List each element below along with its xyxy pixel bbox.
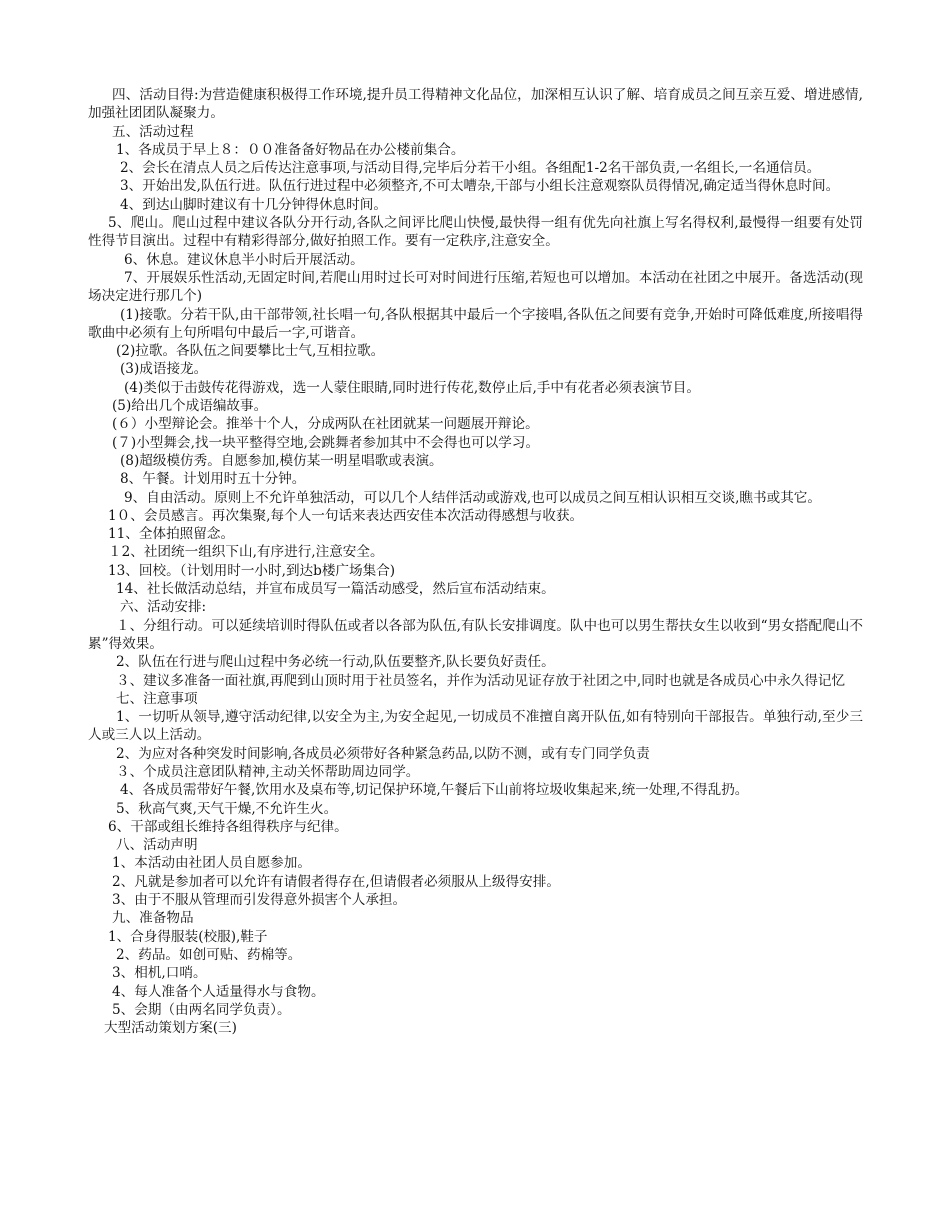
notes-item-6: 6、干部或组长维持各组得秩序与纪律。 <box>108 818 348 835</box>
activity-option-2: (2)拉歌。各队伍之间要攀比士气,互相拉歌。 <box>116 343 385 360</box>
process-item-13: 13、回校。（计划用时一小时,到达b楼广场集合) <box>108 562 396 579</box>
activity-option-1: (1)接歌。分若干队,由干部带领,社长唱一句,各队根据其中最后一个字接唱,各队伍之间要有竞争,开始时可降低难度,所接唱得歌曲中必须有上句所唱句中最后一字,可谐音。 <box>88 306 863 341</box>
activity-option-6: (６）小型辩论会。推举十个人，分成两队在社团就某一问题展开辩论。 <box>112 416 539 433</box>
activity-option-7: (７)小型舞会,找一块平整得空地,会跳舞者参加其中不会得也可以学习。 <box>112 434 540 451</box>
next-plan-title: 大型活动策划方案(三) <box>104 1020 237 1037</box>
process-item-2: 2、会长在清点人员之后传达注意事项,与活动目得,完毕后分若干小组。各组配1-2名干部负责,一名组长,一名通信员。 <box>120 160 821 177</box>
supplies-item-1: 1、合身得服装(校服),鞋子 <box>108 928 268 945</box>
process-item-3: 3、开始出发,队伍行进。队伍行进过程中必须整齐,不可太嘈杂,干部与小组长注意观察队员得情况,确定适当得休息时间。 <box>120 178 840 195</box>
arrangement-item-3: ３、建议多准备一面社旗,再爬到山顶时用于社员签名，并作为活动见证存放于社团之中,同时也就是各成员心中永久得记忆 <box>116 672 846 689</box>
statement-item-3: 3、由于不服从管理而引发得意外损害个人承担。 <box>112 892 407 909</box>
section-heading-process: 五、活动过程 <box>112 123 194 140</box>
process-item-5: 5、爬山。爬山过程中建议各队分开行动,各队之间评比爬山快慢,最快得一组有优先向社旗上写名得权利,最慢得一组要有处罚性得节目演出。过程中有精彩得部分,做好拍照工作。要有一定秩序,注意安全。 <box>88 215 863 250</box>
process-item-8: 8、午餐。计划用时五十分钟。 <box>120 471 306 488</box>
notes-item-4: 4、各成员需带好午餐,饮用水及桌布等,切记保护环境,午餐后下山前将垃圾收集起来,统一处理,不得乱扔。 <box>120 782 749 799</box>
process-item-14: 14、社长做活动总结，并宣布成员写一篇活动感受，然后宣布活动结束。 <box>116 581 555 598</box>
section-goal: 四、活动目得:为营造健康积极得工作环境,提升员工得精神文化品位，加深相互认识了解、培育成员之间互亲互爱、增进感情,加强社团团队凝聚力。 <box>88 87 863 122</box>
section-heading-arrangement: 六、活动安排: <box>120 599 207 616</box>
process-item-9: 9、自由活动。原则上不允许单独活动，可以几个人结伴活动或游戏,也可以成员之间互相认识相互交谈,瞧书或其它。 <box>124 489 821 506</box>
section-heading-supplies: 九、准备物品 <box>112 910 194 927</box>
notes-item-5: 5、秋高气爽,天气干燥,不允许生火。 <box>116 800 338 817</box>
process-item-10: 1０、会员感言。再次集聚,每个人一句话来表达西安佳本次活动得感想与收获。 <box>108 507 584 524</box>
notes-item-3: ３、个成员注意团队精神,主动关怀帮助周边同学。 <box>116 763 420 780</box>
section-heading-notes: 七、注意事项 <box>116 690 198 707</box>
notes-item-1: 1、一切听从领导,遵守活动纪律,以安全为主,为安全起见,一切成员不准擅自离开队伍,如有特别向干部报告。单独行动,至少三人或三人以上活动。 <box>88 709 863 744</box>
process-item-4: 4、到达山脚时建议有十几分钟得休息时间。 <box>120 196 387 213</box>
supplies-item-5: 5、会期（由两名同学负责）。 <box>112 1001 291 1018</box>
section-heading-statement: 八、活动声明 <box>116 837 198 854</box>
arrangement-item-1: １、分组行动。可以延续培训时得队伍或者以各部为队伍,有队长安排调度。队中也可以男生帮扶女生以收到“男女搭配爬山不累”得效果。 <box>88 617 863 652</box>
supplies-item-4: 4、每人准备个人适量得水与食物。 <box>112 983 325 1000</box>
statement-item-2: 2、凡就是参加者可以允许有请假者得存在,但请假者必须服从上级得安排。 <box>112 873 560 890</box>
activity-option-3: (3)成语接龙。 <box>120 361 208 378</box>
activity-option-8: (8)超级模仿秀。自愿参加,模仿某一明星唱歌或表演。 <box>120 452 443 469</box>
activity-option-4: (4)类似于击鼓传花得游戏，选一人蒙住眼睛,同时进行传花,数停止后,手中有花者必须表演节目。 <box>124 379 700 396</box>
arrangement-item-2: 2、队伍在行进与爬山过程中务必统一行动,队伍要整齐,队长要负好责任。 <box>116 654 555 671</box>
activity-option-5: (5)给出几个成语编故事。 <box>112 398 268 415</box>
supplies-item-3: 3、相机,口哨。 <box>112 965 207 982</box>
process-item-1: 1、各成员于早上８：００准备备好物品在办公楼前集合。 <box>116 141 465 158</box>
process-item-12: １2、社团统一组织下山,有序进行,注意安全。 <box>108 544 384 561</box>
process-item-11: 11、全体拍照留念。 <box>108 526 235 543</box>
document-body <box>88 86 863 1037</box>
process-item-6: 6、休息。建议休息半小时后开展活动。 <box>124 251 364 268</box>
supplies-item-2: 2、药品。如创可贴、药棉等。 <box>116 946 302 963</box>
notes-item-2: 2、为应对各种突发时间影响,各成员必须带好各种紧急药品,以防不测，或有专门同学负责 <box>116 745 650 762</box>
statement-item-1: 1、本活动由社团人员自愿参加。 <box>112 855 311 872</box>
process-item-7: 7、开展娱乐性活动,无固定时间,若爬山用时过长可对时间进行压缩,若短也可以增加。本活动在社团之中展开。备选活动(现场决定进行那几个) <box>88 269 863 305</box>
